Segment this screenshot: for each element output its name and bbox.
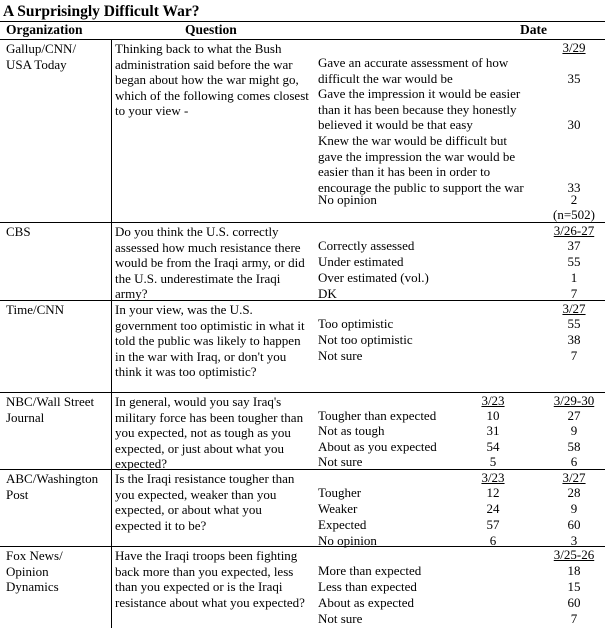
date-heading: 3/25-26: [553, 547, 595, 562]
date-heading: 3/29: [562, 40, 586, 55]
answer-value: 55: [567, 254, 581, 269]
answer-value: 57: [486, 517, 500, 532]
answer-value: 9: [570, 423, 578, 438]
answer-label: Not as tough: [318, 423, 385, 438]
header-organization: Organization: [6, 22, 83, 37]
date-heading: 3/23: [481, 393, 505, 408]
answer-value: 12: [486, 485, 500, 500]
date-heading: 3/23: [481, 470, 505, 485]
answer-label: Correctly assessed: [318, 238, 415, 253]
answer-value: 28: [567, 485, 581, 500]
answer-label: DK: [318, 286, 337, 301]
answer-label: Tougher: [318, 485, 362, 500]
answer-value: 7: [570, 611, 578, 626]
answer-label: Over estimated (vol.): [318, 270, 429, 285]
answer-label: Expected: [318, 517, 367, 532]
answer-value: 2: [570, 192, 578, 207]
answer-value: 7: [570, 286, 578, 301]
answer-label: No opinion: [318, 192, 377, 207]
answer-value: 58: [567, 439, 581, 454]
answer-value: 35: [567, 70, 581, 86]
answer-label: About as expected: [318, 595, 415, 610]
answer-label: Not too optimistic: [318, 332, 413, 347]
table-row: [0, 546, 605, 628]
answer-label: Not sure: [318, 454, 363, 469]
answer-value: 55: [567, 316, 581, 331]
question-cell: Do you think the U.S. correctly assessed how much resistance there would be from the Iraqi army, or did the U.S. underestimate the Iraqi army?: [115, 224, 305, 301]
answer-label: Less than expected: [318, 579, 417, 594]
answer-label: About as you expected: [318, 439, 437, 454]
date-heading: 3/26-27: [553, 223, 595, 238]
sample-size-note: (n=502): [553, 207, 595, 222]
answer-label: Too optimistic: [318, 316, 394, 331]
answer-label: Knew the war would be difficult but gave the impression the war would be easier than it has been in order to encourage the public to support the war: [318, 133, 524, 195]
answer-value: 37: [567, 238, 581, 253]
answer-value: 6: [489, 533, 497, 548]
date-heading: 3/27: [562, 470, 586, 485]
table-row: [0, 222, 605, 300]
question-cell: Is the Iraqi resistance tougher than you expected, weaker than you expected, or about what you expected it to be?: [115, 471, 295, 533]
answer-label: No opinion: [318, 533, 377, 548]
table-row: [0, 392, 605, 469]
answer-value: 10: [486, 408, 500, 423]
answer-value: 30: [567, 117, 581, 132]
answer-value: 7: [570, 348, 578, 363]
table-row: [0, 39, 605, 222]
question-cell: Thinking back to what the Bush administration said before the war began about how the war might go, which of the following comes closest to your view -: [115, 41, 309, 118]
answer-value: 5: [489, 454, 497, 469]
answer-label: Not sure: [318, 348, 363, 363]
organization-cell: Gallup/CNN/ USA Today: [6, 41, 77, 72]
table-row: [0, 469, 605, 546]
answer-label: Under estimated: [318, 254, 404, 269]
answer-value: 31: [486, 423, 500, 438]
answer-value: 24: [486, 501, 500, 516]
answer-label: Not sure: [318, 611, 363, 626]
answer-value: 33: [567, 179, 581, 195]
header-top-rule: [0, 21, 605, 22]
answer-value: 18: [567, 563, 581, 578]
question-cell: Have the Iraqi troops been fighting back more than you expected, less than you expected or is the Iraqi resistance about what you expected?: [115, 548, 305, 610]
answer-value: 15: [567, 579, 581, 594]
organization-cell: ABC/Washington Post: [6, 471, 99, 502]
table-row: [0, 300, 605, 392]
answer-value: 27: [567, 408, 581, 423]
date-heading: 3/27: [562, 301, 586, 316]
answer-value: 60: [567, 595, 581, 610]
question-cell: In your view, was the U.S. government too optimistic in what it told the public was likely to happen in the war with Iraq, or don't you think it was too optimistic?: [115, 302, 305, 379]
organization-cell: CBS: [6, 224, 31, 239]
date-heading: 3/29-30: [553, 393, 595, 408]
organization-cell: NBC/Wall Street Journal: [6, 394, 95, 425]
answer-label: Weaker: [318, 501, 358, 516]
answer-label: Gave an accurate assessment of how difficult the war would be: [318, 55, 509, 86]
answer-value: 9: [570, 501, 578, 516]
answer-value: 6: [570, 454, 578, 469]
answer-value: 60: [567, 517, 581, 532]
answer-value: 38: [567, 332, 581, 347]
answer-value: 1: [570, 270, 578, 285]
organization-cell: Time/CNN: [6, 302, 65, 317]
question-cell: In general, would you say Iraq's military force has been tougher than you expected, not as tough as you expected, or just about what you expected?: [115, 394, 304, 471]
answer-label: Tougher than expected: [318, 408, 437, 423]
organization-cell: Fox News/ Opinion Dynamics: [6, 548, 63, 594]
header-question: Question: [185, 22, 237, 37]
answer-label: More than expected: [318, 563, 422, 578]
answer-value: 54: [486, 439, 500, 454]
page-title: A Surprisingly Difficult War?: [3, 3, 200, 20]
header-date: Date: [520, 22, 547, 37]
answer-value: 3: [570, 533, 578, 548]
answer-label: Gave the impression it would be easier than it has been because they honestly believed it would be that easy: [318, 86, 521, 132]
